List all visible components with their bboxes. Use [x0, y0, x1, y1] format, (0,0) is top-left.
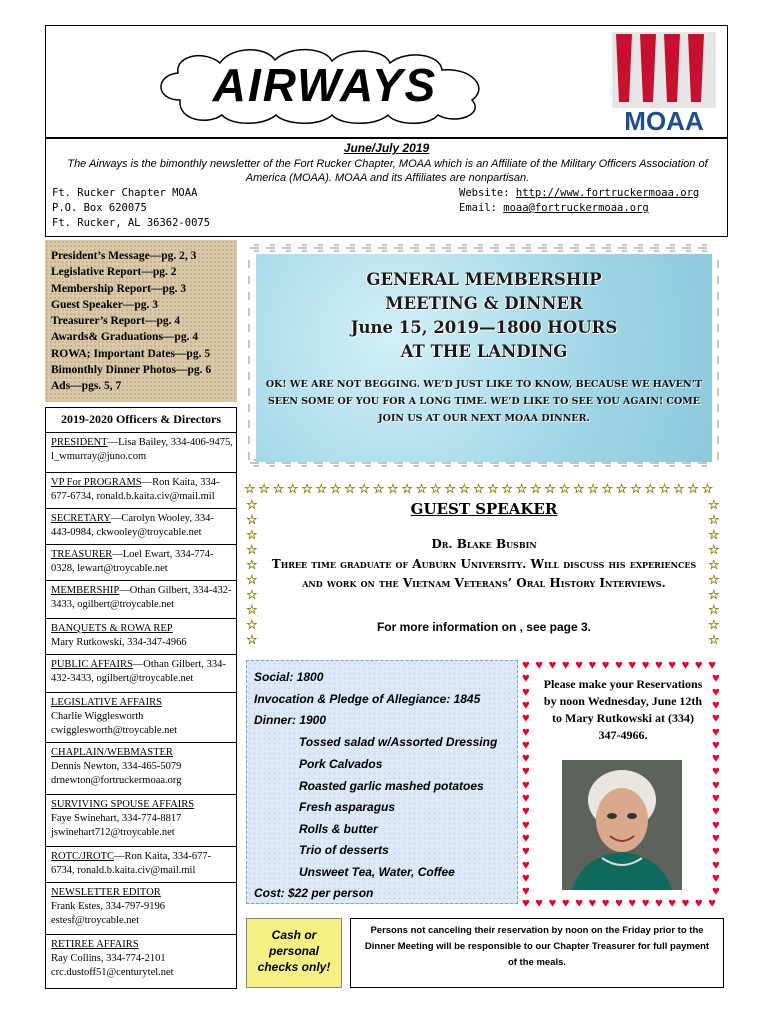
heart-icon: ♥ [561, 895, 570, 910]
heart-icon: ♥ [615, 657, 623, 672]
border-arrow [522, 245, 531, 251]
star-icon: ☆ [387, 481, 399, 496]
star-icon: ☆ [272, 481, 285, 496]
reservation-note: Please make your Reservations by noon Wednesday, June 12th to Mary Rutkowski at (334) 347-4966. [543, 677, 703, 742]
masthead-title: AIRWAYS [212, 59, 438, 111]
heart-icon: ♥ [535, 895, 544, 910]
border-arrow [362, 245, 371, 251]
heart-icon: ♥ [712, 803, 720, 819]
meeting-title-line: AT THE LANDING [400, 342, 568, 361]
heart-icon: ♥ [712, 790, 720, 805]
border-arrow [666, 245, 675, 251]
star-icon: ☆ [708, 587, 720, 602]
border-arrow [410, 245, 419, 251]
heart-icon: ♥ [668, 895, 677, 910]
heart-icon: ♥ [522, 723, 530, 739]
star-icon: ☆ [673, 481, 685, 496]
menu-item: Rolls & butter [299, 822, 378, 836]
star-border-right [706, 498, 724, 648]
menu-item: Fresh asparagus [299, 800, 396, 814]
officer-entry: ROTC/JROTC—Ron Kaita, 334-677-6734, ronald.b.kaita.civ@mail.mil [45, 846, 237, 882]
toc-item: Bimonthly Dinner Photos—pg. 6 [51, 364, 212, 377]
border-arrow [378, 245, 387, 251]
heart-icon: ♥ [694, 657, 703, 672]
star-icon: ☆ [615, 481, 628, 496]
heart-icon: ♥ [601, 895, 610, 910]
toc-item: Legislative Report—pg. 2 [51, 266, 177, 279]
menu-item: Tossed salad w/Assorted Dressing [299, 735, 498, 749]
officer-entry: SECRETARY—Carolyn Wooley, 334-443-0984, ckwooley@troycable.net [45, 508, 237, 544]
border-arrow [458, 245, 467, 251]
star-icon: ☆ [244, 481, 256, 496]
chapter-address [52, 186, 210, 231]
payment-line: checks only! [257, 960, 331, 974]
heart-icon: ♥ [522, 776, 530, 792]
social-time: Social: 1800 [254, 670, 324, 684]
star-icon: ☆ [246, 542, 258, 557]
website-link[interactable]: http://www.fortruckermoaa.org [515, 187, 700, 199]
heart-icon: ♥ [668, 657, 677, 672]
star-icon: ☆ [701, 481, 714, 496]
border-arrow [442, 245, 451, 251]
star-icon: ☆ [246, 572, 258, 587]
heart-icon: ♥ [712, 883, 720, 899]
guest-speaker-name: Dr. Blake Busbin [431, 537, 537, 551]
heart-icon: ♥ [522, 696, 530, 712]
toc-item: Ads—pgs. 5, 7 [51, 380, 122, 393]
officer-entry: LEGISLATIVE AFFAIRS Charlie Wigglesworth cwigglesworth@troycable.net [45, 692, 237, 742]
officer-entry: NEWSLETTER EDITOR Frank Estes, 334-797-9196 estesf@troycable.net [45, 882, 237, 934]
toc-item: Treasurer’s Report—pg. 4 [51, 315, 181, 328]
heart-icon: ♥ [655, 895, 663, 910]
meeting-title-line: GENERAL MEMBERSHIP [366, 270, 602, 289]
border-arrow [298, 245, 307, 251]
guest-speaker-description: Three time graduate of Auburn University. Will discuss his experiences and work on the Vietnam Veterans’ Oral History Interviews. [271, 557, 697, 590]
officer-entry: BANQUETS & ROWA REP Mary Rutkowski, 334-347-4966 [45, 618, 237, 654]
heart-icon: ♥ [655, 657, 663, 672]
officer-entry: MEMBERSHIP—Othan Gilbert, 334-432-3433, ogilbert@troycable.net [45, 580, 237, 618]
border-arrow [490, 245, 499, 251]
heart-icon: ♥ [615, 895, 623, 910]
star-icon: ☆ [246, 497, 258, 512]
newsletter-intro: The Airways is the bimonthly newsletter of the Fort Rucker Chapter, MOAA which is an Affiliate of the Military Officers Association of America (MOAA). MOAA and its Affiliates are nonpartisan. [67, 158, 708, 184]
heart-icon: ♥ [712, 816, 720, 832]
heart-icon: ♥ [712, 710, 720, 726]
border-arrow [586, 245, 595, 251]
menu-item: Trio of desserts [299, 843, 389, 857]
payment-note [246, 918, 342, 988]
star-icon: ☆ [329, 481, 342, 496]
border-arrow [538, 245, 547, 251]
officer-entry: TREASURER—Loel Ewart, 334-774-0328, lewart@troycable.net [45, 544, 237, 580]
invocation-time: Invocation & Pledge of Allegiance: 1845 [254, 692, 481, 706]
heart-icon: ♥ [561, 657, 570, 672]
toc-item: ROWA; Important Dates—pg. 5 [51, 347, 211, 360]
heart-icon: ♥ [641, 657, 650, 672]
heart-icon: ♥ [522, 710, 530, 726]
toc-item: Membership Report—pg. 3 [51, 282, 187, 295]
star-icon: ☆ [246, 587, 258, 602]
star-border-left [244, 498, 262, 648]
star-icon: ☆ [501, 481, 514, 496]
heart-icon: ♥ [522, 657, 530, 672]
heart-icon: ♥ [522, 750, 530, 766]
border-arrow [602, 245, 611, 251]
header-divider [45, 137, 728, 139]
toc-item: Guest Speaker—pg. 3 [51, 298, 159, 311]
heart-icon: ♥ [522, 803, 530, 819]
heart-icon: ♥ [522, 883, 530, 899]
star-icon: ☆ [708, 512, 720, 527]
heart-icon: ♥ [708, 657, 716, 672]
moaa-logo [602, 30, 726, 134]
heart-icon: ♥ [641, 895, 650, 910]
meeting-title-line: MEETING & DINNER [385, 294, 583, 313]
speaker-photo [562, 760, 682, 890]
border-arrow [570, 245, 579, 251]
star-icon: ☆ [315, 481, 328, 496]
heart-icon: ♥ [708, 895, 716, 910]
heart-icon: ♥ [522, 895, 530, 910]
heart-icon: ♥ [628, 657, 637, 672]
officer-entry: PRESIDENT—Lisa Bailey, 334-406-9475, l_wmurray@juno.com [45, 432, 237, 472]
border-arrow [474, 245, 483, 251]
star-icon: ☆ [708, 527, 720, 542]
address-line: Ft. Rucker Chapter MOAA [52, 187, 198, 199]
heart-icon: ♥ [712, 696, 720, 712]
payment-line: personal [268, 944, 319, 958]
address-line: Ft. Rucker, AL 36362-0075 [52, 217, 211, 229]
heart-icon: ♥ [712, 736, 720, 752]
menu-cost: Cost: $22 per person [254, 886, 374, 900]
meeting-title-line: June 15, 2019—1800 HOURS [350, 318, 618, 337]
heart-icon: ♥ [694, 895, 703, 910]
heart-icon: ♥ [522, 816, 530, 832]
email-link[interactable]: moaa@fortruckermoaa.org [503, 202, 649, 214]
star-icon: ☆ [708, 542, 720, 557]
officer-entry: PUBLIC AFFAIRS—Othan Gilbert, 334-432-3433, ogilbert@troycable.net [45, 654, 237, 692]
border-arrow [426, 245, 435, 251]
star-icon: ☆ [708, 572, 720, 587]
heart-icon: ♥ [575, 895, 583, 910]
officer-entry: SURVIVING SPOUSE AFFAIRS Faye Swinehart, 334-774-8817 jswinehart712@troycable.net [45, 794, 237, 846]
star-border-top [244, 480, 724, 498]
contact-links [459, 186, 699, 216]
border-arrow [394, 245, 403, 251]
meeting-message: OK! WE ARE NOT BEGGING. WE’D JUST LIKE TO KNOW, BECAUSE WE HAVEN’T SEEN SOME OF YOU FOR A LONG TIME. WE’D LIKE TO SEE YOU AGAIN! COME JOIN US AT OUR NEXT MOAA DINNER. [265, 379, 703, 424]
star-icon: ☆ [286, 481, 299, 496]
heart-icon: ♥ [548, 895, 557, 910]
star-icon: ☆ [708, 632, 720, 647]
border-arrow [282, 245, 291, 251]
border-arrow [618, 245, 627, 251]
star-icon: ☆ [558, 481, 571, 496]
border-arrow [650, 245, 659, 251]
issue-date: June/July 2019 [343, 141, 430, 155]
officers-title: 2019-2020 Officers & Directors [60, 412, 222, 426]
star-icon: ☆ [429, 481, 442, 496]
heart-icon: ♥ [712, 683, 720, 699]
heart-icon: ♥ [712, 723, 720, 739]
heart-icon: ♥ [522, 843, 530, 859]
star-icon: ☆ [246, 512, 258, 527]
star-icon: ☆ [415, 481, 428, 496]
heart-icon: ♥ [712, 776, 720, 792]
officer-entry: CHAPLAIN/WEBMASTER Dennis Newton, 334-465-5079 drnewton@fortruckermoaa.org [45, 742, 237, 794]
border-arrow [554, 245, 563, 251]
heart-icon: ♥ [712, 829, 720, 845]
heart-icon: ♥ [601, 657, 610, 672]
email-label: Email: [459, 202, 504, 214]
website-label: Website: [459, 187, 516, 199]
more-info-note: For more information on , see page 3. [376, 620, 592, 634]
star-icon: ☆ [344, 481, 356, 496]
meeting-title [256, 268, 712, 364]
star-icon: ☆ [458, 481, 471, 496]
heart-icon: ♥ [712, 869, 720, 885]
star-icon: ☆ [444, 481, 456, 496]
star-icon: ☆ [708, 617, 720, 632]
star-icon: ☆ [601, 481, 614, 496]
star-icon: ☆ [587, 481, 599, 496]
address-line: P.O. Box 620075 [52, 202, 147, 214]
heart-icon: ♥ [548, 657, 557, 672]
menu-item: Roasted garlic mashed potatoes [299, 779, 484, 793]
border-arrow [314, 245, 323, 251]
star-icon: ☆ [708, 497, 720, 512]
star-icon: ☆ [544, 481, 556, 496]
heart-icon: ♥ [522, 869, 530, 885]
moaa-logo-icon [602, 30, 726, 134]
star-icon: ☆ [658, 481, 671, 496]
star-icon: ☆ [708, 602, 720, 617]
menu-item: Pork Calvados [299, 757, 383, 771]
star-icon: ☆ [630, 481, 642, 496]
star-icon: ☆ [246, 602, 258, 617]
officer-entry: VP For PROGRAMS—Ron Kaita, 334-677-6734, ronald.b.kaita.civ@mail.mil [45, 472, 237, 508]
star-icon: ☆ [515, 481, 528, 496]
heart-icon: ♥ [522, 790, 530, 805]
heart-icon: ♥ [681, 657, 690, 672]
border-arrow [250, 245, 259, 251]
guest-speaker-title: GUEST SPEAKER [410, 500, 558, 518]
star-icon: ☆ [246, 617, 258, 632]
star-icon: ☆ [372, 481, 385, 496]
officer-entry: RETIREE AFFAIRS Ray Collins, 334-774-2101 crc.dustoff51@centurytel.net [45, 934, 237, 989]
menu-item: Unsweet Tea, Water, Coffee [299, 865, 455, 879]
heart-icon: ♥ [712, 856, 720, 872]
star-icon: ☆ [530, 481, 542, 496]
svg-text:MOAA: MOAA [624, 106, 704, 134]
dinner-time: Dinner: 1900 [254, 713, 327, 727]
border-arrow [266, 245, 275, 251]
star-icon: ☆ [246, 527, 258, 542]
border-arrow [330, 245, 339, 251]
heart-icon: ♥ [575, 657, 583, 672]
border-arrow [506, 245, 515, 251]
heart-icon: ♥ [712, 750, 720, 766]
heart-icon: ♥ [522, 670, 530, 686]
heart-icon: ♥ [712, 843, 720, 859]
cancellation-policy: Persons not canceling their reservation by noon on the Friday prior to the Dinner Meeting will be responsible to our Chapter Treasurer for full payment of the meals. [350, 918, 724, 988]
heart-icon: ♥ [522, 829, 530, 845]
star-icon: ☆ [708, 557, 720, 572]
border-arrow [346, 245, 355, 251]
heart-icon: ♥ [522, 736, 530, 752]
heart-icon: ♥ [535, 657, 544, 672]
heart-icon: ♥ [522, 763, 530, 779]
heart-icon: ♥ [681, 895, 690, 910]
border-arrow [698, 245, 707, 251]
table-of-contents [45, 240, 237, 402]
border-arrow [634, 245, 643, 251]
star-icon: ☆ [687, 481, 699, 496]
star-icon: ☆ [472, 481, 485, 496]
star-icon: ☆ [401, 481, 413, 496]
star-icon: ☆ [358, 481, 371, 496]
heart-icon: ♥ [588, 657, 597, 672]
heart-icon: ♥ [712, 763, 720, 779]
star-icon: ☆ [301, 481, 313, 496]
star-icon: ☆ [246, 557, 258, 572]
heart-icon: ♥ [628, 895, 637, 910]
star-icon: ☆ [246, 632, 258, 647]
heart-icon: ♥ [712, 670, 720, 686]
star-icon: ☆ [258, 481, 270, 496]
portrait-icon [562, 760, 682, 890]
heart-icon: ♥ [522, 856, 530, 872]
star-icon: ☆ [487, 481, 499, 496]
toc-item: Awards& Graduations—pg. 4 [51, 331, 199, 344]
heart-icon: ♥ [588, 895, 597, 910]
star-icon: ☆ [644, 481, 657, 496]
border-arrow [682, 245, 691, 251]
star-icon: ☆ [572, 481, 585, 496]
toc-item: President’s Message—pg. 2, 3 [51, 250, 197, 262]
heart-icon: ♥ [522, 683, 530, 699]
payment-line: Cash or [271, 928, 317, 942]
